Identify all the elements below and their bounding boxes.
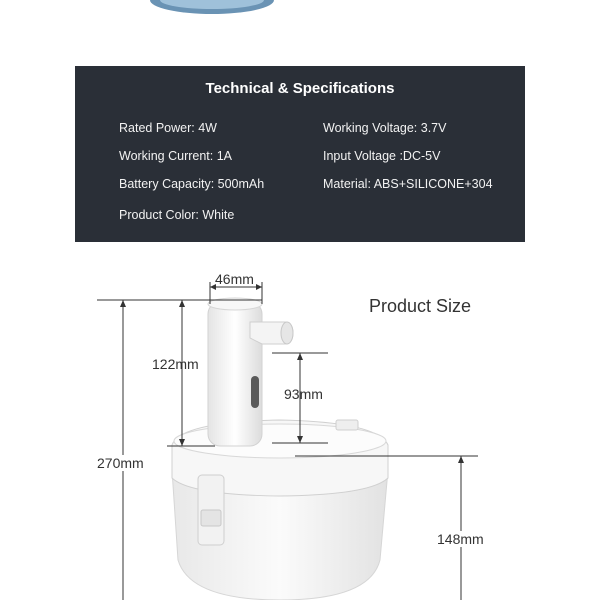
- spec-title: Technical & Specifications: [205, 80, 395, 97]
- dimension-width-top: 46mm: [215, 271, 254, 287]
- spec-input-voltage: Input Voltage :DC-5V: [323, 149, 441, 163]
- spec-material: Material: ABS+SILICONE+304: [323, 177, 493, 191]
- spec-battery-capacity: Battery Capacity: 500mAh: [119, 177, 265, 191]
- dimension-total-height: 270mm: [97, 455, 144, 471]
- dispenser-body: [172, 420, 388, 600]
- spec-working-voltage: Working Voltage: 3.7V: [323, 121, 447, 135]
- product-size-title: Product Size: [369, 296, 472, 316]
- product-size-diagram: [0, 250, 600, 600]
- spec-working-current: Working Current: 1A: [119, 149, 233, 163]
- spec-product-color: Product Color: White: [119, 208, 235, 222]
- specifications-panel: [75, 66, 525, 242]
- dimension-pump-height: 122mm: [152, 356, 199, 372]
- dimension-spout-height: 93mm: [284, 386, 323, 402]
- spec-rated-power: Rated Power: 4W: [119, 121, 217, 135]
- dimension-body-height: 148mm: [437, 531, 484, 547]
- product-image-top: [0, 0, 600, 40]
